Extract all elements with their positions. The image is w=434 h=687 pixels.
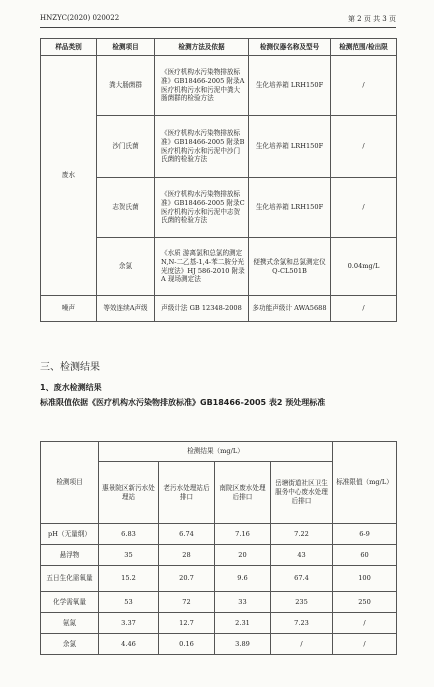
- instrument-cell: 便携式余氯和总氯测定仪 Q-CL501B: [249, 238, 331, 296]
- value-cell: 9.6: [215, 566, 271, 592]
- range-cell: 0.04mg/L: [331, 238, 397, 296]
- page-header: [40, 14, 396, 26]
- value-cell: 0.16: [159, 634, 215, 655]
- limit-cell: /: [333, 634, 397, 655]
- value-cell: 35: [99, 545, 159, 566]
- method-cell: 《医疗机构水污染物排放标准》GB18466-2005 附录B 医疗机构污水和污泥中沙门氏菌的检验方法: [155, 116, 249, 178]
- value-cell: 4.46: [99, 634, 159, 655]
- range-cell: /: [331, 178, 397, 238]
- value-cell: 3.37: [99, 613, 159, 634]
- standard-note: 标准限值依据《医疗机构水污染物排放标准》GB18466-2005 表2 预处理标准: [40, 398, 326, 407]
- subsection-title: 1、废水检测结果: [40, 383, 102, 392]
- limit-cell: 100: [333, 566, 397, 592]
- site-header: 岳塘街道社区卫生服务中心废水处理后排口: [271, 462, 333, 524]
- value-cell: 53: [99, 592, 159, 613]
- value-cell: 235: [271, 592, 333, 613]
- page-info: 第 2 页 共 3 页: [347, 15, 396, 23]
- value-cell: 7.16: [215, 524, 271, 545]
- item-cell: pH（无量纲）: [41, 524, 99, 545]
- value-cell: 6.74: [159, 524, 215, 545]
- item-cell: 志贺氏菌: [97, 178, 155, 238]
- value-cell: 7.22: [271, 524, 333, 545]
- value-cell: 28: [159, 545, 215, 566]
- value-cell: 20.7: [159, 566, 215, 592]
- col-results-group: 检测结果（mg/L）: [99, 442, 333, 462]
- range-cell: /: [331, 116, 397, 178]
- table-row: [41, 56, 397, 116]
- value-cell: 33: [215, 592, 271, 613]
- table-row: [41, 592, 397, 613]
- method-table: [40, 38, 397, 322]
- value-cell: 67.4: [271, 566, 333, 592]
- table-row: [41, 545, 397, 566]
- value-cell: 6.83: [99, 524, 159, 545]
- site-header: 老污水处理站后排口: [159, 462, 215, 524]
- value-cell: 3.89: [215, 634, 271, 655]
- table-row: [41, 566, 397, 592]
- item-cell: 等效连续A声级: [97, 296, 155, 322]
- table-row: [41, 613, 397, 634]
- value-cell: 2.31: [215, 613, 271, 634]
- site-header: 南院区废水处理后排口: [215, 462, 271, 524]
- instrument-cell: 生化培养箱 LRH150F: [249, 56, 331, 116]
- value-cell: 15.2: [99, 566, 159, 592]
- method-cell: 《医疗机构水污染物排放标准》GB18466-2005 附录C 医疗机构污水和污泥中志贺氏菌的检验方法: [155, 178, 249, 238]
- value-cell: /: [271, 634, 333, 655]
- limit-cell: 250: [333, 592, 397, 613]
- item-cell: 五日生化需氧量: [41, 566, 99, 592]
- results-header-row: [41, 442, 397, 462]
- col-sample-type: 样品类别: [41, 39, 97, 56]
- item-cell: 沙门氏菌: [97, 116, 155, 178]
- col-limit: 标准限值（mg/L）: [333, 442, 397, 524]
- table-row: [41, 524, 397, 545]
- report-number: HNZYC(2020) 020022: [40, 14, 120, 22]
- method-cell: 《医疗机构水污染物排放标准》GB18466-2005 附录A 医疗机构污水和污泥中粪大肠菌群的检验方法: [155, 56, 249, 116]
- section-title: 三、检测结果: [40, 362, 100, 373]
- header-divider: [40, 27, 396, 28]
- method-cell: 《水质 游离氯和总氯的测定 N,N-二乙基-1,4-苯二胺分光光度法》HJ 586-2010 附录A 现场测定法: [155, 238, 249, 296]
- limit-cell: /: [333, 613, 397, 634]
- category-cell: 废水: [41, 56, 97, 296]
- range-cell: /: [331, 56, 397, 116]
- col-range: 检测范围/检出限: [331, 39, 397, 56]
- table-row: [41, 296, 397, 322]
- range-cell: /: [331, 296, 397, 322]
- value-cell: 7.23: [271, 613, 333, 634]
- item-cell: 悬浮物: [41, 545, 99, 566]
- item-cell: 粪大肠菌群: [97, 56, 155, 116]
- col-item: 检测项目: [97, 39, 155, 56]
- instrument-cell: 多功能声级计 AWA5688: [249, 296, 331, 322]
- value-cell: 72: [159, 592, 215, 613]
- item-cell: 氨氮: [41, 613, 99, 634]
- category-cell: 噪声: [41, 296, 97, 322]
- item-cell: 化学需氧量: [41, 592, 99, 613]
- method-table-header: [41, 39, 397, 56]
- item-cell: 余氯: [41, 634, 99, 655]
- instrument-cell: 生化培养箱 LRH150F: [249, 178, 331, 238]
- instrument-cell: 生化培养箱 LRH150F: [249, 116, 331, 178]
- value-cell: 12.7: [159, 613, 215, 634]
- item-cell: 余氯: [97, 238, 155, 296]
- value-cell: 43: [271, 545, 333, 566]
- col-item: 检测项目: [41, 442, 99, 524]
- col-method: 检测方法及依据: [155, 39, 249, 56]
- site-header: 惠景院区新污水处理站: [99, 462, 159, 524]
- value-cell: 20: [215, 545, 271, 566]
- results-table: [40, 441, 397, 655]
- limit-cell: 6-9: [333, 524, 397, 545]
- limit-cell: 60: [333, 545, 397, 566]
- method-cell: 声级计法 GB 12348-2008: [155, 296, 249, 322]
- table-row: [41, 634, 397, 655]
- col-instrument: 检测仪器名称及型号: [249, 39, 331, 56]
